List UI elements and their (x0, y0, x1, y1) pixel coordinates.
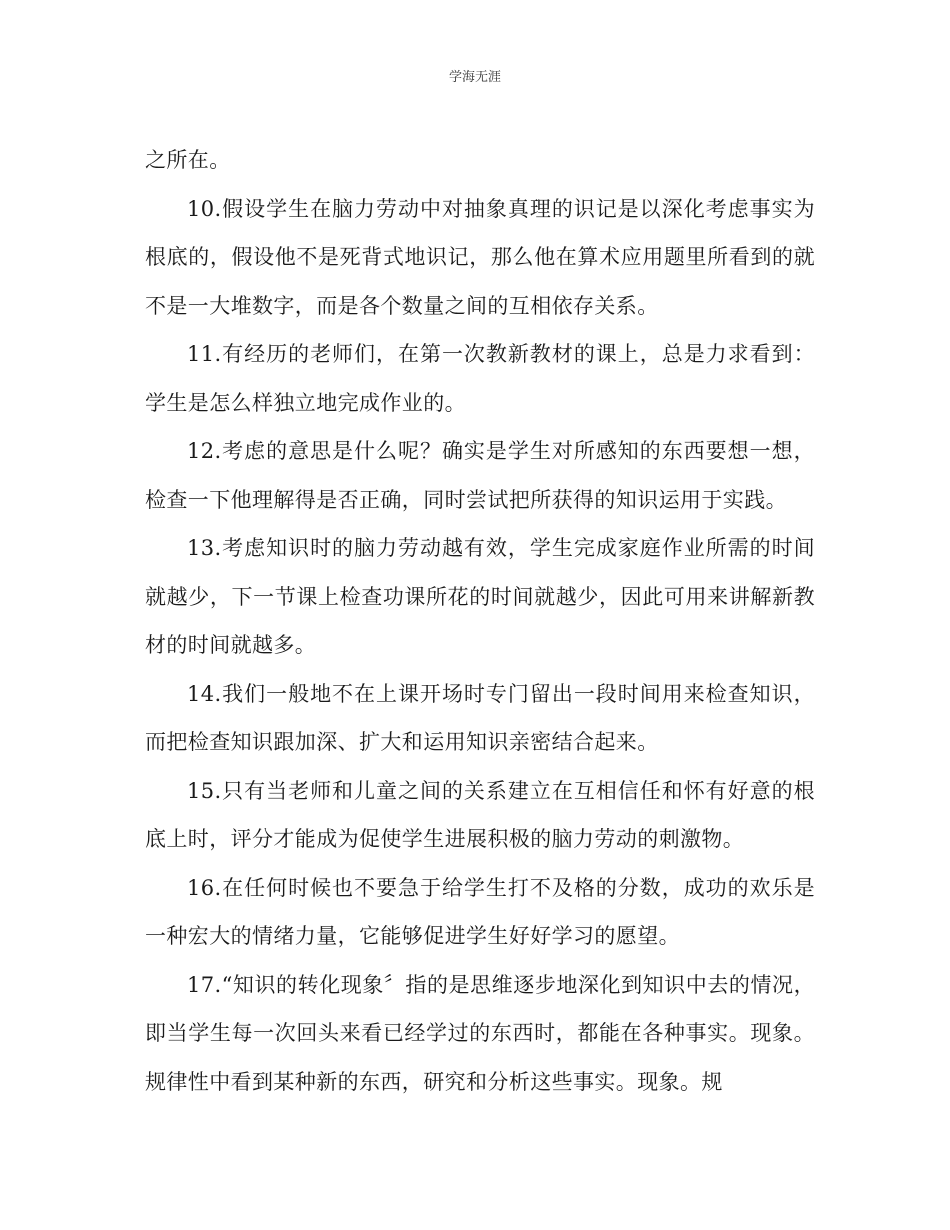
paragraph-item-16: 16.在任何时候也不要急于给学生打不及格的分数，成功的欢乐是一种宏大的情绪力量，它能够促进学生好好学习的愿望。 (145, 875, 815, 948)
paragraph-item-12: 12.考虑的意思是什么呢？确实是学生对所感知的东西要想一想，检查一下他理解得是否正确，同时尝试把所获得的知识运用于实践。 (145, 439, 815, 512)
page-header: 学海无涯 (448, 70, 501, 85)
paragraph-item-13: 13.考虑知识时的脑力劳动越有效，学生完成家庭作业所需的时间就越少，下一节课上检查功课所花的时间就越少，因此可用来讲解新教材的时间就越多。 (145, 536, 815, 657)
paragraph-item-10: 10.假设学生在脑力劳动中对抽象真理的识记是以深化考虑事实为根底的，假设他不是死背式地识记，那么他在算术应用题里所看到的就不是一大堆数字，而是各个数量之间的互相依存关系。 (145, 196, 815, 318)
document-body (145, 136, 815, 1106)
paragraph-continuation: 之所在。 (145, 148, 231, 172)
paragraph-item-17: 17.“知识的转化现象〞指的是思维逐步地深化到知识中去的情况，即当学生每一次回头来看已经学过的东西时，都能在各种事实。现象。规律性中看到某种新的东西，研究和分析这些事实。现象。规 (145, 972, 815, 1094)
paragraph-item-11: 11.有经历的老师们，在第一次教新教材的课上，总是力求看到：学生是怎么样独立地完成作业的。 (145, 342, 815, 415)
paragraph-item-15: 15.只有当老师和儿童之间的关系建立在互相信任和怀有好意的根底上时，评分才能成为促使学生进展积极的脑力劳动的刺激物。 (145, 778, 815, 851)
paragraph-item-14: 14.我们一般地不在上课开场时专门留出一段时间用来检查知识，而把检查知识跟加深、扩大和运用知识亲密结合起来。 (145, 681, 815, 754)
